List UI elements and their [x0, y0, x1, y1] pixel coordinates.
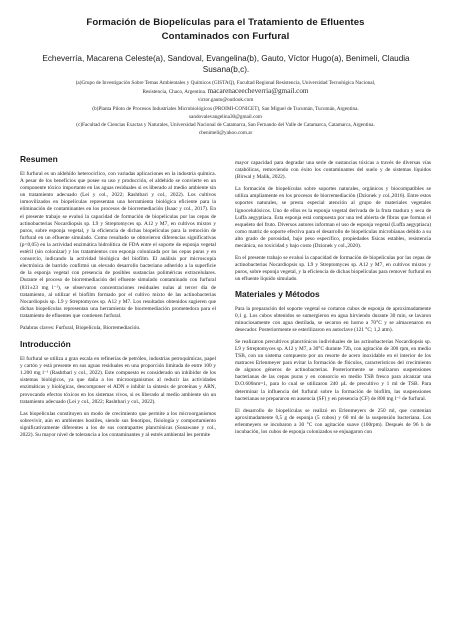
paper-title — [20, 16, 431, 44]
intro-paragraph-5: En el presente trabajo se evaluó la capacidad de formación de biopelículas por las cepas de actinobacterias Nocardiopsis sp. L9 y Streptomyces sp. A12 y M7, en cultivos mixtos y puros, sobre esponja vegetal, y la eficiencia de dichas biopelículas para remover furfural en un efluente líquido simulado. — [235, 255, 431, 283]
affiliation-a: (a)Grupo de Investigación Sobre Temas Ambientales y Químicos (GISTAQ), Facultad Regional Resistencia, Universidad Tecnológica Nacional, — [75, 80, 376, 86]
affiliation-a-location: Resistencia, Chaco, Argentina. — [142, 89, 207, 96]
methods-paragraph-3: El desarrollo de biopelículas se realizó en Erlenmeyers de 250 ml, que contenían aproximadamente 0,5 g de esponja (5 cubos) y 60 ml de la suspensión bacteriana. Los erlenmeyers se incubaron a 30 °C con agitación suave (100rpm). Después de 96 h de incubación, los cubos de esponja colonizados se enjuagaron con — [235, 407, 431, 435]
introduction-heading: Introducción — [20, 339, 71, 350]
email-c: cbenimeli@yahoo.com.ar — [198, 130, 253, 137]
affiliations — [16, 79, 435, 137]
email-b: sandovalevangelina30@gmail.com — [189, 113, 262, 120]
email-a2: victor.gauto@outlook.com — [197, 97, 254, 104]
authors-line-1: Echeverría, Macarena Celeste(a), Sandoval, Evangelina(b), Gauto, Víctor Hugo(a), Benimeli, Claudia — [42, 54, 410, 63]
affiliation-c: (c)Facultad de Ciencias Exactas y Naturales, Universidad Nacional de Catamarca, San Fernando del Valle de Catamarca, Catamarca, Argentina. — [76, 122, 375, 129]
abstract-heading: Resumen — [20, 154, 58, 164]
methods-paragraph-1: Para la preparación del soporte vegetal se cortaron cubos de esponja de aproximadamente 0,1 g. Los cubos obtenidos se sumergieron en agua hirviendo durante 30 min, se lavaron minuciosamente con agua destilada, se secaron en horno a 70°C y se almacenaron en desecador. Posteriormente se esterilizaron en autoclave (121 °C; 1,2 atm). — [235, 305, 431, 333]
intro-paragraph-2: Las biopelículas constituyen un modo de crecimiento que permite a los microorganismos sobrevivir, aún en ambientes hostiles, siendo sus fenotipos, fisiología y comportamiento significativamente diferentes a los de sus contrapartes planctónicas (Sonawane y col., 2022). Su mayor nivel de tolerancia a los contaminantes y al estrés ambiental les permite — [20, 410, 216, 438]
affiliation-b: (b)Planta Piloto de Procesos Industriales Microbiológicos (PROIMI-CONICET), San Miguel de Tucumán, Tucumán, Argentina. — [92, 105, 359, 112]
intro-paragraph-3: mayor capacidad para degradar una serie de sustancias tóxicas a través de diversas vías catabólicas, removiendo con éxito los contaminantes del suelo y de sistemas líquidos (Birwal y Malik, 2022). — [235, 160, 431, 181]
right-column — [235, 160, 431, 441]
methods-paragraph-2: Se realizaron precultivos planctónicos individuales de las actinobacterias Nocardiopsis sp. L9 y Streptomyces sp. A12 y M7, a 30°C durante 72h, con agitación de 300 rpm, en medio TSB, con un sistema compuesto por un resorte de acero inoxidable en el interior de los matraces Erlenmeyer para evitar la formación de flóculos, característicos del crecimiento de algunos géneros de actinobacterias. Posteriormente se realizaron suspensiones bacterianas de las cepas puras y en consorcio en medio TSB fresco para alcanzar una D.O.600nm=1, para lo cual se utilizaron 240 µL de precultivo y 1 ml de TSB. Para determinar la influencia del furfural sobre la formación de biofilm, las suspensiones bacterianas se prepararon en ausencia (SF) y en presencia (CF) de 800 mg l⁻¹ de furfural. — [235, 338, 431, 402]
authors-line-2: Susana(b,c). — [202, 65, 250, 74]
title-line-2: Contaminados con Furfural — [161, 31, 290, 42]
abstract-text: El furfural es un aldehído heterocíclico, con variadas aplicaciones en la industria química. A pesar de los beneficios que posee su uso y producción, el aldehído se convierte en un componente tóxico importante en las aguas residuales si es liberado al medio ambiente sin un tratamiento adecuado (Lei y col., 2022; Rashtbari y col., 2022). Los cultivos inmovilizados en biopelículas representan una herramienta biológica eficiente para la eliminación de contaminantes en los procesos de biorremediación (Isaac y col., 2017). En el presente trabajo se evaluó la capacidad de formación de biopelículas por las cepas de actinobacterias Nocardiopsis sp. L9 y Streptomyces sp. A12 y M7, en cultivos mixtos y puros, sobre esponja vegetal, y la eficiencia de dichas biopelículas para la remoción de furfural en un efluente simulado. Como resultado se obtuvieron diferencias significativas (p<0,05) en la actividad enzimática hidrolítica de FDA entre el soporte de esponja vegetal estéril (sin colonizar) y los tratamientos con esponja colonizada por las cepas puras y en consorcio, indicando la actividad biológica del biofilm. El análisis por microscopía electrónica de barrido confirmó un elevado desarrollo bacteriano adherido a la superficie de la esponja vegetal con presencia de posibles sustancias poliméricas extracelulares. Durante el proceso de biorremediación del efluente simulado contaminado con furfural (831±23 mg l⁻¹), se observaron concentraciones residuales nulas al tercer día de tratamiento, al utilizar el biofilm formado por el cultivo mixto de las actinobacterias Nocardiopsis sp. L9 y Streptomyces sp. A12 y M7. Los resultados obtenidos sugieren que dichas biopelículas representan una herramienta de biorremediación prometedora para el tratamiento de efluentes que contienen furfural. — [20, 171, 216, 319]
email-a1: macarenaceecheverria@gmail.com — [207, 87, 309, 96]
title-line-1: Formación de Biopelículas para el Tratamiento de Efluentes — [86, 17, 365, 28]
intro-paragraph-1: El furfural se utiliza a gran escala en refinerías de petróleo, industrias petroquímicas, papel y cartón y está presente en sus aguas residuales en una proporción limitada de entre 100 y 1.200 mg l⁻¹ (Rashtbari y col., 2022). Este compuesto es considerado un inhibidor de los sistemas biológicos, ya que daña a los microorganismos al reducir las actividades enzimáticas y biológicas, descomponer el ADN e inhibir la síntesis de proteínas y ARN, provocando efectos tóxicos en los sistemas vivos, si es liberado al medio ambiente sin un tratamiento adecuado (Lei y col., 2022; Rashtbari y col., 2022). — [20, 356, 216, 405]
keywords: Palabras claves: Furfural, Biopelícula, Biorremediación. — [20, 324, 141, 331]
methods-heading: Materiales y Métodos — [235, 288, 320, 299]
intro-paragraph-4: La formación de biopelículas sobre soportes naturales, orgánicos y biocompatibles se utiliza ampliamente en los procesos de biorremediación (Dzionek y col.,2016). Entre estos soportes naturales, se presta especial atención al grupo de materiales vegetales lignocelulósicos. Uno de ellos es la esponja vegetal derivada de la fruta madura y seca de Luffa aegyptiaca. Esta esponja está compuesta por una red abierta de fibras que forman el esqueleto del fruto. Diversos autores informan el uso de esponja vegetal (Luffa aegyptiaca) como matriz de soporte efectiva para el desarrollo de biopelículas microbianas debido a su alto grado de porosidad, bajo peso específico, propiedades físicas estables, resistencia mecánica, no toxicidad y bajo costo (Dzionek y col.,2020). — [235, 186, 431, 250]
author-list — [26, 53, 426, 75]
left-column — [20, 154, 216, 444]
